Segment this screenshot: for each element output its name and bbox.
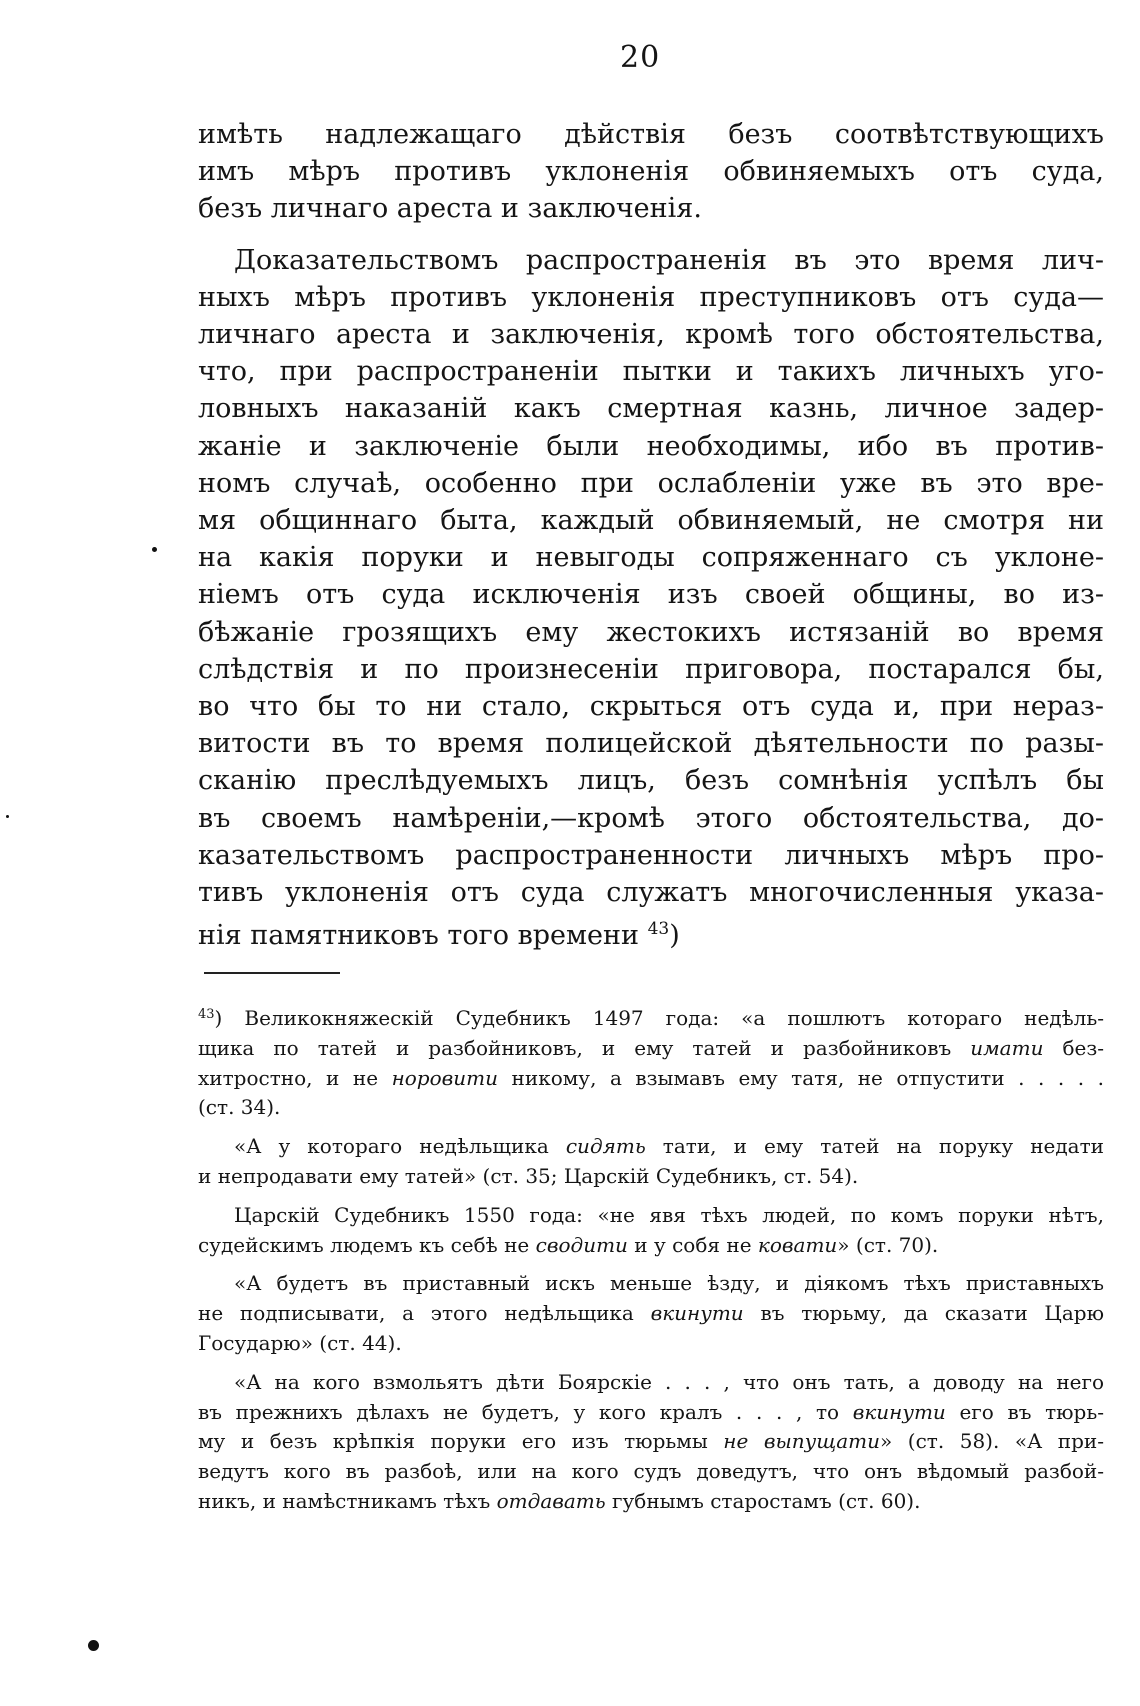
footnote-text: му и безъ крѣпкія поруки его изъ тюрьмы [198, 1429, 724, 1454]
footnote-reference-close: ) [669, 920, 680, 952]
text-line: мя общиннаго быта, каждый обвиняемый, не смотря ни [198, 505, 1104, 537]
footnote-text: никому, а взымавъ ему татя, не отпустити . . . . . [498, 1065, 1104, 1090]
text-line: во что бы то ни стало, скрыться отъ суда и, при нераз- [198, 691, 1104, 723]
footnote-line [198, 1487, 1104, 1517]
page-number: 20 [620, 40, 661, 75]
footnote-text: въ тюрьму, да сказати Царю [743, 1301, 1104, 1326]
footnote-line: (ст. 34). [198, 1095, 281, 1120]
footnote-line [198, 1427, 1104, 1457]
margin-speck [6, 815, 9, 818]
footnote-text: «А у котораго недѣльщика [234, 1134, 566, 1159]
text-line: тивъ уклоненія отъ суда служатъ многочисленныя указа- [198, 877, 1104, 909]
text-line: въ своемъ намѣреніи,—кромѣ этого обстоятельства, до- [198, 802, 1104, 834]
text-line: слѣдствія и по произнесеніи приговора, постарался бы, [198, 653, 1104, 685]
footnote-marker: 43 [198, 1007, 215, 1022]
footnote-line: и непродавати ему татей» (ст. 35; Царскій Судебникъ, ст. 54). [198, 1163, 859, 1188]
footnote-text: никъ, и намѣстникамъ тѣхъ [198, 1488, 497, 1513]
footnote-gap [198, 1260, 1104, 1269]
footnote-italic: сводити [535, 1232, 628, 1257]
text-line: ніемъ отъ суда исключенія изъ своей общины, во из- [198, 579, 1104, 611]
text-line: что, при распространеніи пытки и такихъ личныхъ уго- [198, 356, 1104, 388]
footnote-text: без- [1043, 1035, 1104, 1060]
main-text [198, 116, 1104, 954]
footnote-text: судейскимъ людемъ къ себѣ не [198, 1232, 536, 1257]
footnote-italic: имати [970, 1035, 1044, 1060]
footnote-line [198, 1000, 1104, 1034]
footnote-line: «А на кого взмольятъ дѣти Боярскіе . . . , что онъ тать, а доводу на него [234, 1369, 1104, 1394]
footnotes [198, 1000, 1104, 1517]
text-line: ныхъ мѣръ противъ уклоненія преступниковъ отъ суда— [198, 281, 1104, 313]
text-line: номъ случаѣ, особенно при ослабленіи уже въ это вре- [198, 467, 1104, 499]
footnote-gap [198, 1123, 1104, 1132]
margin-speck [88, 1640, 99, 1651]
margin-speck [152, 547, 157, 552]
text-line: Доказательствомъ распространенія въ это время лич- [234, 244, 1104, 276]
text-line: жаніе и заключеніе были необходимы, ибо въ против- [198, 430, 1104, 462]
footnote-line [198, 1231, 1104, 1261]
text-line: ловныхъ наказаній какъ смертная казнь, личное задер- [198, 393, 1104, 425]
footnote-italic: не выпущати [723, 1429, 881, 1454]
footnote-divider [204, 972, 340, 974]
footnote-line: ведутъ кого въ разбоѣ, или на кого судъ доведутъ, что онъ вѣдомый разбой- [198, 1459, 1104, 1484]
footnote-line [198, 1034, 1104, 1064]
footnote-text: въ прежнихъ дѣлахъ не будетъ, у кого кралъ . . . , то [198, 1399, 853, 1424]
footnote-marker-close: ) [214, 1006, 223, 1030]
footnote-italic: вкинути [852, 1399, 946, 1424]
footnote-italic: отдавать [496, 1488, 606, 1513]
text-line: имъ мѣръ противъ уклоненія обвиняемыхъ отъ суда, [198, 156, 1104, 188]
footnote-gap [198, 1192, 1104, 1201]
footnote-text: Великокняжескій Судебникъ 1497 года: «а пошлютъ котораго недѣль- [244, 1006, 1104, 1030]
footnote-line [198, 1398, 1104, 1428]
footnote-italic: вкинути [650, 1301, 744, 1326]
text-line: бѣжаніе грозящихъ ему жестокихъ истязаній во время [198, 616, 1104, 648]
text-line: имѣть надлежащаго дѣйствія безъ соотвѣтствующихъ [198, 119, 1104, 150]
footnote-reference[interactable]: 43 [647, 919, 670, 940]
text-line: витости въ то время полицейской дѣятельности по разы- [198, 728, 1104, 760]
footnote-line: Государю» (ст. 44). [198, 1330, 402, 1355]
footnote-text: не подписывати, а этого недѣльщика [198, 1301, 651, 1326]
footnote-line: Царскій Судебникъ 1550 года: «не явя тѣхъ людей, по комъ поруки нѣтъ, [234, 1202, 1104, 1227]
footnote-italic: ковати [757, 1232, 838, 1257]
text-line-content: нія памятниковъ того времени [198, 920, 640, 952]
text-line: безъ личнаго ареста и заключенія. [198, 193, 702, 225]
footnote-text: » (ст. 70). [837, 1232, 939, 1257]
text-line: личнаго ареста и заключенія, кромѣ того обстоятельства, [198, 319, 1104, 351]
footnote-italic: норовити [391, 1065, 499, 1090]
text-line: казательствомъ распространенности личныхъ мѣръ про- [198, 839, 1104, 871]
footnote-line [198, 1299, 1104, 1329]
footnote-text: щика по татей и разбойниковъ, и ему татей и разбойниковъ [198, 1035, 971, 1060]
footnote-line: «А будетъ въ приставный искъ меньше ѣзду, и діякомъ тѣхъ приставныхъ [234, 1271, 1104, 1296]
footnote-text: » (ст. 58). «А при- [880, 1429, 1104, 1454]
footnote-text: его въ тюрь- [945, 1399, 1104, 1424]
footnote-line [198, 1064, 1104, 1094]
text-line-final [198, 911, 1104, 954]
paragraph-gap [198, 228, 1104, 242]
text-line: на какія поруки и невыгоды сопряженнаго съ уклоне- [198, 542, 1104, 574]
footnote-text: хитростно, и не [198, 1065, 392, 1090]
footnote-text: тати, и ему татей на поруку недати [645, 1134, 1104, 1159]
footnote-line [198, 1132, 1104, 1162]
text-line: сканію преслѣдуемыхъ лицъ, безъ сомнѣнія успѣлъ бы [198, 765, 1104, 797]
footnote-text: и у собя не [627, 1232, 758, 1257]
footnote-gap [198, 1359, 1104, 1368]
footnote-text: губнымъ старостамъ (ст. 60). [605, 1488, 921, 1513]
footnote-italic: сидять [565, 1134, 646, 1159]
